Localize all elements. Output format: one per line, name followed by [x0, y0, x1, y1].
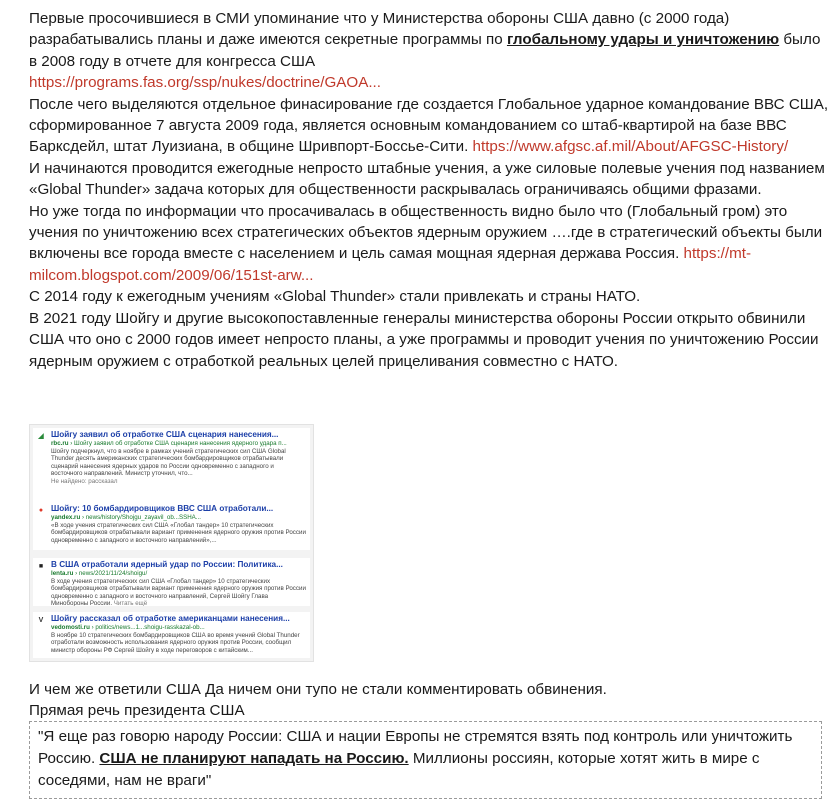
- result-title[interactable]: Шойгу: 10 бомбардировщиков ВВС США отработали...: [51, 504, 274, 513]
- search-result-card[interactable]: [33, 502, 310, 550]
- paragraph-3: И начинаются проводится ежегодные непросто штабные учения, а уже силовые полевые учения под названием «Global Thunder» задача которых для общественности раскрывалась ограничиваясь общими фразами.: [29, 159, 825, 199]
- paragraph-2: [29, 94, 829, 158]
- search-results-screenshot: [29, 424, 314, 662]
- quote-emphasis: США не планируют нападать на Россию.: [99, 750, 409, 767]
- result-source: [51, 570, 306, 578]
- paragraph-1-text: Первые просочившиеся в СМИ упоминание что у Министерства обороны США давно (с 2000 года) разрабатывались планы и даже имеются секретные программы по: [29, 10, 730, 49]
- paragraph-4: [29, 201, 829, 287]
- link-afgsc-history[interactable]: https://www.afgsc.af.mil/About/AFGSC-History/: [472, 138, 789, 156]
- result-snippet: Шойгу подчеркнул, что в ноябре в рамках учений стратегических сил США Global Thunder десять американских стратегических бомбардировщиков отрабатывали сценарий нанесения ядерных ударов по России одновременно с западного и восточного направлений. Министр уточнил, что...: [51, 447, 286, 478]
- paragraph-1-text-end: было в 2008 году в отчете для конгресса США: [29, 31, 821, 70]
- vedomosti-favicon-icon: V: [38, 617, 44, 624]
- result-source: [51, 514, 306, 522]
- result-title[interactable]: Шойгу заявил об отработке США сценария нанесения...: [51, 430, 279, 439]
- link-gao-report[interactable]: https://programs.fas.org/ssp/nukes/doctrine/GAOA...: [29, 74, 381, 92]
- quote-text-end: Миллионы россиян, которые хотят жить в мире с соседями, нам не враги": [38, 750, 760, 789]
- paragraph-4-text: Но уже тогда по информации что просачивалась в общественность видно было что (Глобальный гром) это учения по уничтожению всех стратегических объектов ядерным оружием ….где в стратегический объекты были включены все города вместе с населением и цель самая мощная ядерная держава Россия.: [29, 202, 823, 263]
- conclusion-line: И чем же ответили США Да ничем они тупо не стали комментировать обвинения.: [29, 681, 607, 698]
- result-domain: vedomosti.ru: [51, 624, 90, 631]
- paragraph-2-text: После чего выделяются отдельное финасирование где создается Глобальное ударное командование ВВС США, сформированное 7 августа 2009 года, является основным командованием со штаб-квартирой на базе ВВС Барксдейл, штат Луизиана, в общине Шривпорт-Боссье-Сити.: [29, 95, 829, 156]
- paragraph-5: С 2014 году к ежегодным учениям «Global Thunder» стали привлекать и страны НАТО.: [29, 288, 641, 306]
- result-title[interactable]: Шойгу рассказал об отработке американцами нанесения...: [51, 614, 290, 623]
- rbc-favicon-icon: ◢: [38, 433, 44, 440]
- result-snippet: «В ходе учения стратегических сил США «Глобал тандер» 10 стратегических бомбардировщиков отрабатывали вариант применения ядерного оружия против России одновременно с западного и восточного направлений»,...: [51, 521, 306, 544]
- search-result-card[interactable]: [33, 428, 310, 508]
- result-domain: yandex.ru: [51, 514, 81, 521]
- result-source: [51, 624, 306, 632]
- result-footer: Не найдено: рассказал: [51, 477, 118, 485]
- result-domain: rbc.ru: [51, 440, 69, 447]
- result-title[interactable]: В США отработали ядерный удар по России: Политика...: [51, 560, 283, 569]
- conclusion-text: [29, 679, 809, 722]
- emphasis-global-strike: глобальному удары и уничтожению: [506, 31, 780, 49]
- paragraph-1: [29, 8, 829, 72]
- yandex-favicon-icon: ●: [38, 507, 44, 514]
- result-path: › Шойгу заявил об отработке США сценария нанесения ядерного удара п...: [68, 440, 287, 447]
- lenta-favicon-icon: ■: [38, 563, 44, 570]
- result-snippet: В ноябре 10 стратегических бомбардировщиков США во время учений Global Thunder отработали возможность использования ядерного оружия против России, сообщил министр обороны РФ Сергей Шойгу в ходе переговоров с китайским...: [51, 631, 300, 654]
- read-more-link[interactable]: Читать ещё: [113, 600, 148, 606]
- president-quote-block: [29, 721, 822, 799]
- result-path: › news/2021/11/24/shoigu/: [73, 570, 148, 577]
- paragraph-6: В 2021 году Шойгу и другие высокопоставленные генералы министерства обороны России открыто обвинили США что оно с 2000 годов имеет непросто планы, а уже программы и проводит учения по уничтожению России ядерным оружием с отработкой реальных целей прицеливания совместно с НАТО.: [29, 309, 819, 370]
- result-path: › news/history/Shojgu_zayavil_ob...SSHA...: [80, 514, 201, 521]
- link-milcom-blog[interactable]: https://mt-milcom.blogspot.com/2009/06/151st-arw...: [29, 245, 752, 284]
- result-snippet: [51, 578, 306, 606]
- result-snippet-text: В ходе учения стратегических сил США «Глобал тандер» 10 стратегических бомбардировщиков отрабатывали вариант применения ядерного оружия против России одновременно с западного и восточного направлений, Сергей Шойгу Глава Минобороны России.: [51, 577, 306, 606]
- result-domain: lenta.ru: [51, 570, 74, 577]
- result-path: › politics/news...1...shoigu-rasskazal-ob...: [89, 624, 205, 631]
- result-source: [51, 440, 306, 448]
- search-result-card[interactable]: [33, 612, 310, 658]
- article-body: [29, 8, 829, 372]
- search-result-card[interactable]: [33, 558, 310, 606]
- quote-text: "Я еще раз говорю народу России: США и нации Европы не стремятся взять под контроль или уничтожить Россию.: [38, 728, 793, 767]
- quote-intro: Прямая речь президента США: [29, 702, 245, 720]
